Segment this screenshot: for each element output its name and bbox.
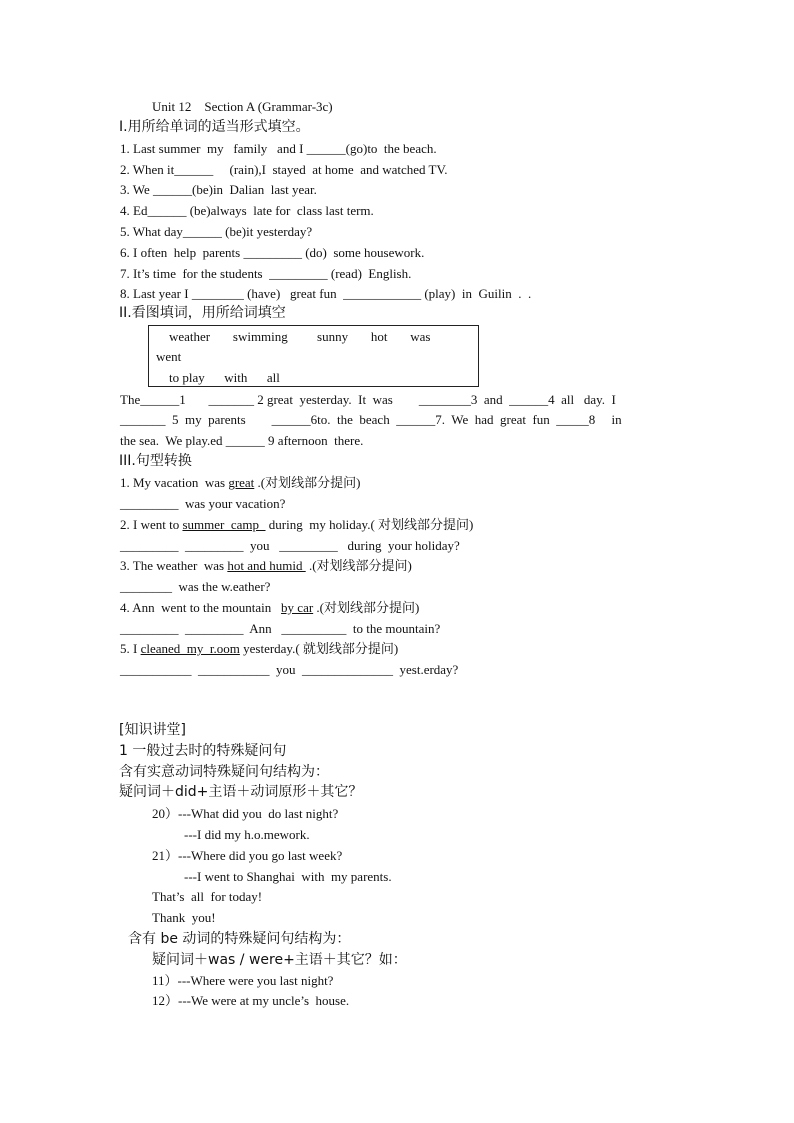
word-bank-line-2: went (156, 349, 182, 364)
q2-text-after: during my holiday.( 对划线部分提问) (265, 517, 474, 532)
part3-question-2 (120, 517, 473, 533)
q4-text-before: 4. Ann went to the mountain (120, 600, 282, 615)
q5-text-before: 5. I (120, 641, 141, 656)
word-bank-line-3: to play with all (156, 370, 280, 385)
part1-item-1: 1. Last summer my family and I ______(go)to the beach. (120, 141, 437, 156)
formula-did: 疑问词＋did+主语＋动词原形＋其它？ (119, 784, 363, 800)
q5-text-after: yesterday.( 就划线部分提问) (239, 641, 399, 656)
part3-answer-4: _________ _________ Ann __________ to the mountain? (120, 621, 441, 636)
part1-item-7: 7. It’s time for the students _________ (read) English. (120, 266, 412, 281)
closing-thank-you: Thank you! (152, 910, 216, 925)
example-21-answer: ---I went to Shanghai with my parents. (184, 869, 392, 884)
q3-underlined: hot and humid (227, 558, 306, 573)
knowledge-subtitle-past-tense: 1 一般过去时的特殊疑问句 (119, 743, 287, 759)
example-20-question: 20）---What did you do last night? (152, 806, 339, 821)
part1-item-6: 6. I often help parents _________ (do) some housework. (120, 245, 425, 260)
q1-underlined: great (228, 475, 255, 490)
example-21-question: 21）---Where did you go last week? (152, 848, 343, 863)
part1-item-3: 3. We ______(be)in Dalian last year. (120, 182, 317, 197)
q1-text-after: .(对划线部分提问) (254, 475, 361, 490)
q2-text-before: 2. I went to (120, 517, 183, 532)
q3-text-after: .(对划线部分提问) (305, 558, 412, 573)
example-11-question: 11）---Where were you last night? (152, 973, 334, 988)
part3-answer-1: _________ was your vacation? (120, 496, 286, 511)
part1-item-8: 8. Last year I ________ (have) great fun ____________ (play) in Guilin . . (120, 286, 532, 301)
part1-item-2: 2. When it______ (rain),I stayed at home and watched TV. (120, 162, 448, 177)
q2-underlined: summer camp (182, 517, 266, 532)
part3-answer-3: ________ was the w.eather? (120, 579, 271, 594)
part3-question-5 (120, 641, 398, 657)
part1-title: I.用所给单词的适当形式填空。 (119, 119, 310, 135)
q4-underlined: by car (281, 600, 314, 615)
part3-question-1 (120, 475, 360, 491)
part1-item-5: 5. What day______ (be)it yesterday? (120, 224, 313, 239)
knowledge-structure-verb: 含有实意动词特殊疑问句结构为： (119, 764, 329, 780)
part2-paragraph-line-2: _______ 5 my parents ______6to. the beach ______7. We had great fun _____8 in (120, 412, 622, 427)
part2-paragraph-line-3: the sea. We play.ed ______ 9 afternoon there. (120, 433, 364, 448)
formula-was-were: 疑问词＋was / were+主语＋其它？如： (152, 952, 407, 968)
part3-question-3 (120, 558, 412, 574)
part3-answer-5: ___________ ___________ you ______________ yest.erday? (120, 662, 459, 677)
part3-title: III.句型转换 (119, 453, 192, 469)
word-bank-line-1: weather swimming sunny hot was (156, 329, 431, 344)
example-12-line: 12）---We were at my uncle’s house. (152, 993, 350, 1008)
q5-underlined: cleaned my r.oom (140, 641, 240, 656)
part3-question-4 (120, 600, 419, 616)
knowledge-heading: [知识讲堂] (119, 722, 186, 738)
part1-item-4: 4. Ed______ (be)always late for class last term. (120, 203, 374, 218)
q3-text-before: 3. The weather was (120, 558, 228, 573)
knowledge-structure-be: 含有 be 动词的特殊疑问句结构为： (128, 931, 351, 947)
q1-text-before: 1. My vacation was (120, 475, 229, 490)
part2-paragraph-line-1: The______1 _______ 2 great yesterday. It was ________3 and ______4 all day. I (120, 392, 616, 407)
part3-answer-2: _________ _________ you _________ during your holiday? (120, 538, 460, 553)
q4-text-after: .(对划线部分提问) (313, 600, 420, 615)
worksheet-header: Unit 12 Section A (Grammar-3c) (152, 99, 333, 114)
example-20-answer: ---I did my h.o.mework. (184, 827, 310, 842)
part2-title: II.看图填词，用所给词填空 (119, 305, 286, 321)
closing-thats-all: That’s all for today! (152, 889, 263, 904)
